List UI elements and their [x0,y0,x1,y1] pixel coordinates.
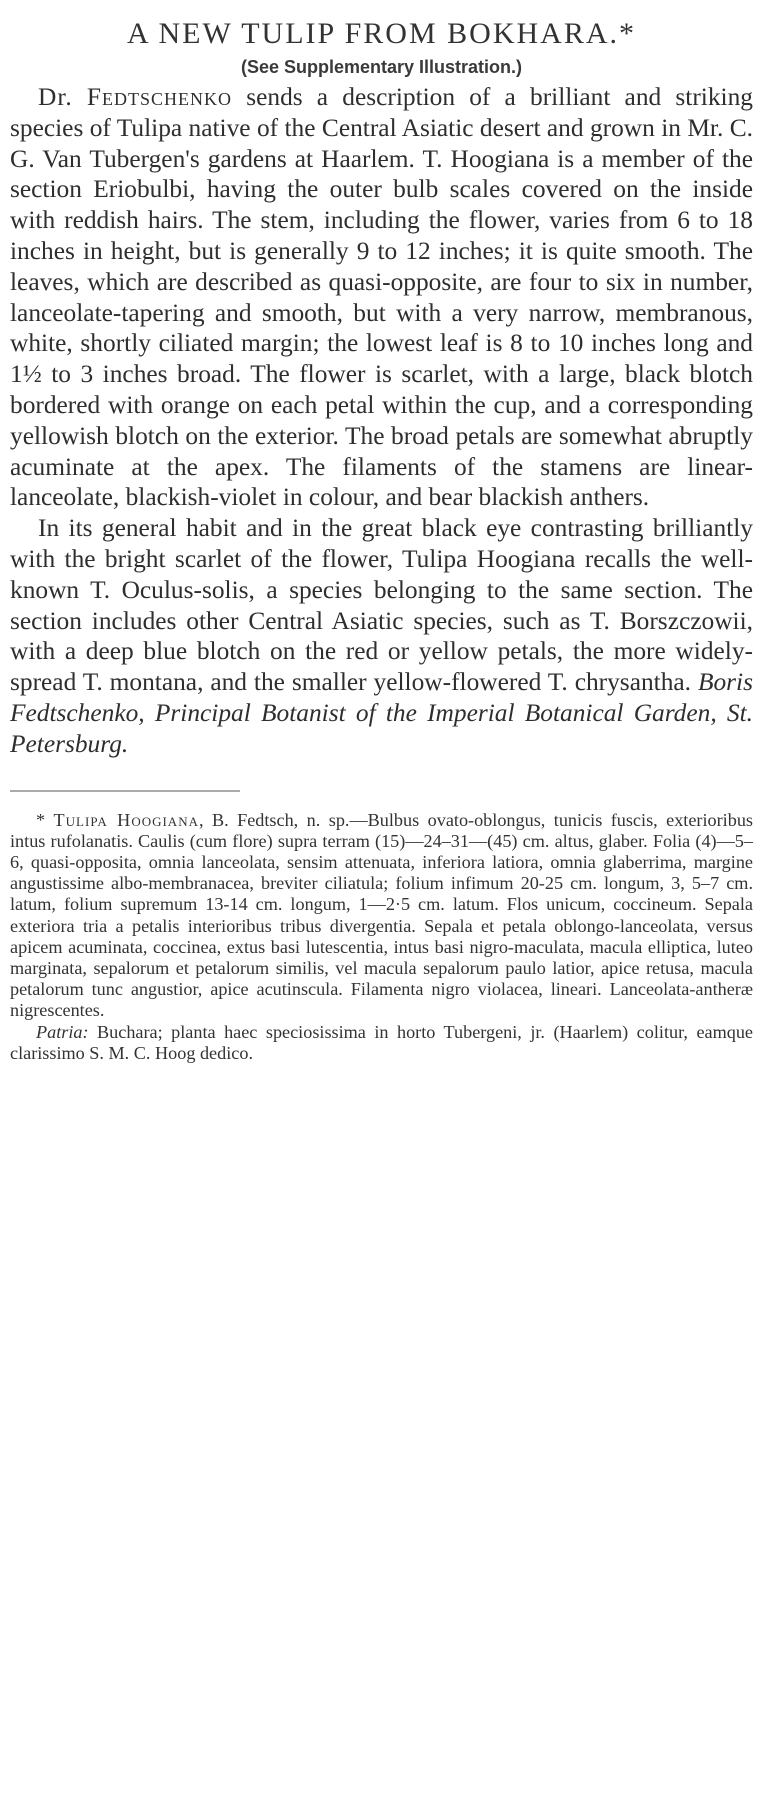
paragraph-1 [10,82,753,513]
footnote-mark: * [36,809,54,830]
article-subtitle: (See Supplementary Illustration.) [240,57,523,77]
footnote-text-2: Buchara; planta haec speciosissima in horto Tubergeni, jr. (Haarlem) colitur, eamque clarissimo S. M. C. Hoog dedico. [10,1021,753,1063]
footnote-divider [10,790,240,792]
author-name: Fedtschenko [86,83,233,111]
footnote-species-name: Tulipa Hoogiana [53,809,199,830]
footnote-text-1: , B. Fedtsch, n. sp.—Bulbus ovato-oblongus, tunicis fuscis, exterioribus intus rufolanatis. Caulis (cum flore) supra terram (15)—24–31—(45) cm. altus, glaber. Folia (4)—5–6, quasi-opposita, omnia lanceolata, sensim attenuata, inferiora latiora, omnia glaberrima, margine angustissime albo-membranacea, breviter ciliatula; folium infimum 20-25 cm. longum, 3, 5–7 cm. latum, folium supremum 13-14 cm. longum, 1—2·5 cm. latum. Flos unicum, coccineum. Sepala exteriora tria a petalis interioribus tribus divergentia. Sepala et petala oblongo-lanceolata, versus apicem acuminata, coccinea, extus basi lutescentia, intus basi nigro-maculata, macula elliptica, luteo marginata, sepalorum et petalorum similis, vel macula sepalorum paulo latior, apice retusa, macula petalorum tunc angustior, apice acutinscula. Filamenta nigro violacea, lineari. Lanceolata-antheræ nigrescentes. [10,809,753,1021]
footnote [10,810,753,1064]
footnote-patria-label: Patria: [36,1021,89,1042]
paragraph-2-text: In its general habit and in the great black eye contrasting brilliantly with the bright scarlet of the flower, Tulipa Hoogiana recalls the well-known T. Oculus-solis, a species belonging to the same section. The section includes other Central Asiatic species, such as T. Borszczowii, with a deep blue blotch on the red or yellow petals, the more widely-spread T. montana, and the smaller yellow-flowered T. chrysantha. [10,514,753,697]
footnote-paragraph-2 [10,1022,753,1064]
footnote-paragraph-1 [10,810,753,1022]
article-title: A NEW TULIP FROM BOKHARA.* [127,17,636,50]
paragraph-2 [10,513,753,759]
article-body [10,82,753,760]
signature: Boris Fedtschenko, Principal Botanist of the Imperial Botanical Garden, St. Petersburg. [10,668,753,758]
paragraph-1-text: sends a description of a brilliant and striking species of Tulipa native of the Central Asiatic desert and grown in Mr. C. G. Van Tubergen's gardens at Haarlem. T. Hoogiana is a member of the section Eriobulbi, having the outer bulb scales covered on the inside with reddish hairs. The stem, including the flower, varies from 6 to 18 inches in height, but is generally 9 to 12 inches; it is quite smooth. The leaves, which are described as quasi-opposite, are four to six in number, lanceolate-tapering and smooth, but with a very narrow, membranous, white, shortly ciliated margin; the lowest leaf is 8 to 10 inches long and 1½ to 3 inches broad. The flower is scarlet, with a large, black blotch bordered with orange on each petal within the cup, and a corresponding yellowish blotch on the exterior. The broad petals are somewhat abruptly acuminate at the apex. The filaments of the stamens are linear-lanceolate, blackish-violet in colour, and bear blackish anthers. [10,83,753,512]
author-prefix: Dr. [38,83,73,111]
